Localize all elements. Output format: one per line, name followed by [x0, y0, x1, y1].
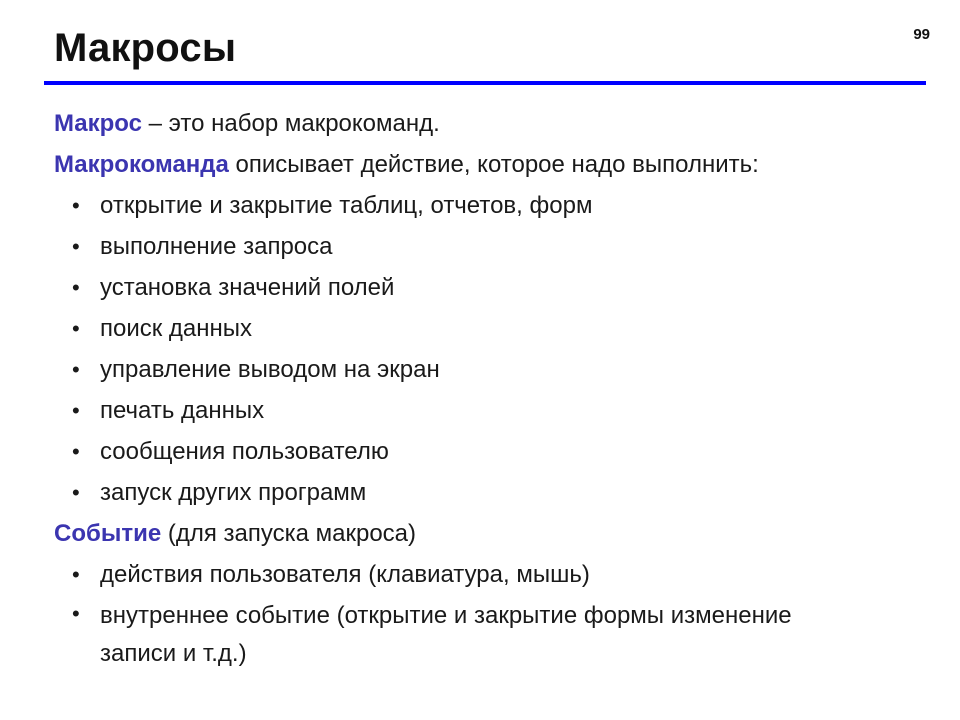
title-divider [44, 81, 926, 85]
term-event: Событие [54, 520, 162, 547]
list-item [54, 226, 934, 267]
list-item [54, 185, 934, 226]
macro-definition-text: – это набор макрокоманд. [142, 110, 440, 137]
bullet-icon: • [72, 357, 80, 382]
bullet-icon: • [72, 480, 80, 505]
macro-definition [54, 103, 934, 144]
list-item-label: управление выводом на экран [100, 356, 440, 383]
list-item-label: выполнение запроса [100, 233, 333, 260]
bullet-icon: • [72, 275, 80, 300]
command-definition-text: описывает действие, которое надо выполнить: [228, 151, 759, 178]
list-item-label: запуск других программ [100, 479, 367, 506]
list-item [54, 349, 934, 390]
term-command: Макрокоманда [54, 151, 229, 178]
actions-list [54, 185, 934, 513]
list-item [54, 554, 934, 595]
events-list [54, 554, 934, 673]
bullet-icon: • [72, 316, 80, 341]
list-item [54, 431, 934, 472]
bullet-icon: • [72, 439, 80, 464]
list-item [54, 595, 934, 673]
list-item-label: внутреннее событие (открытие и закрытие формы изменение записи и т.д.) [100, 602, 792, 667]
bullet-icon: • [72, 193, 80, 218]
bullet-icon: • [72, 398, 80, 423]
command-definition [54, 144, 934, 185]
list-item [54, 390, 934, 431]
list-item-label: установка значений полей [100, 274, 395, 301]
list-item [54, 267, 934, 308]
term-macro: Макрос [54, 110, 142, 137]
slide-content [54, 103, 934, 673]
list-item-label: сообщения пользователю [100, 438, 389, 465]
bullet-icon: • [72, 601, 80, 626]
list-item-label: печать данных [100, 397, 265, 424]
event-definition-text: (для запуска макроса) [161, 520, 417, 547]
list-item-label: поиск данных [100, 315, 253, 342]
page-number: 99 [913, 26, 930, 43]
list-item [54, 472, 934, 513]
list-item-label: открытие и закрытие таблиц, отчетов, форм [100, 192, 593, 219]
slide-title: Макросы [54, 26, 237, 70]
bullet-icon: • [72, 562, 80, 587]
list-item [54, 308, 934, 349]
list-item-label: действия пользователя (клавиатура, мышь) [100, 561, 590, 588]
bullet-icon: • [72, 234, 80, 259]
event-definition [54, 513, 934, 554]
